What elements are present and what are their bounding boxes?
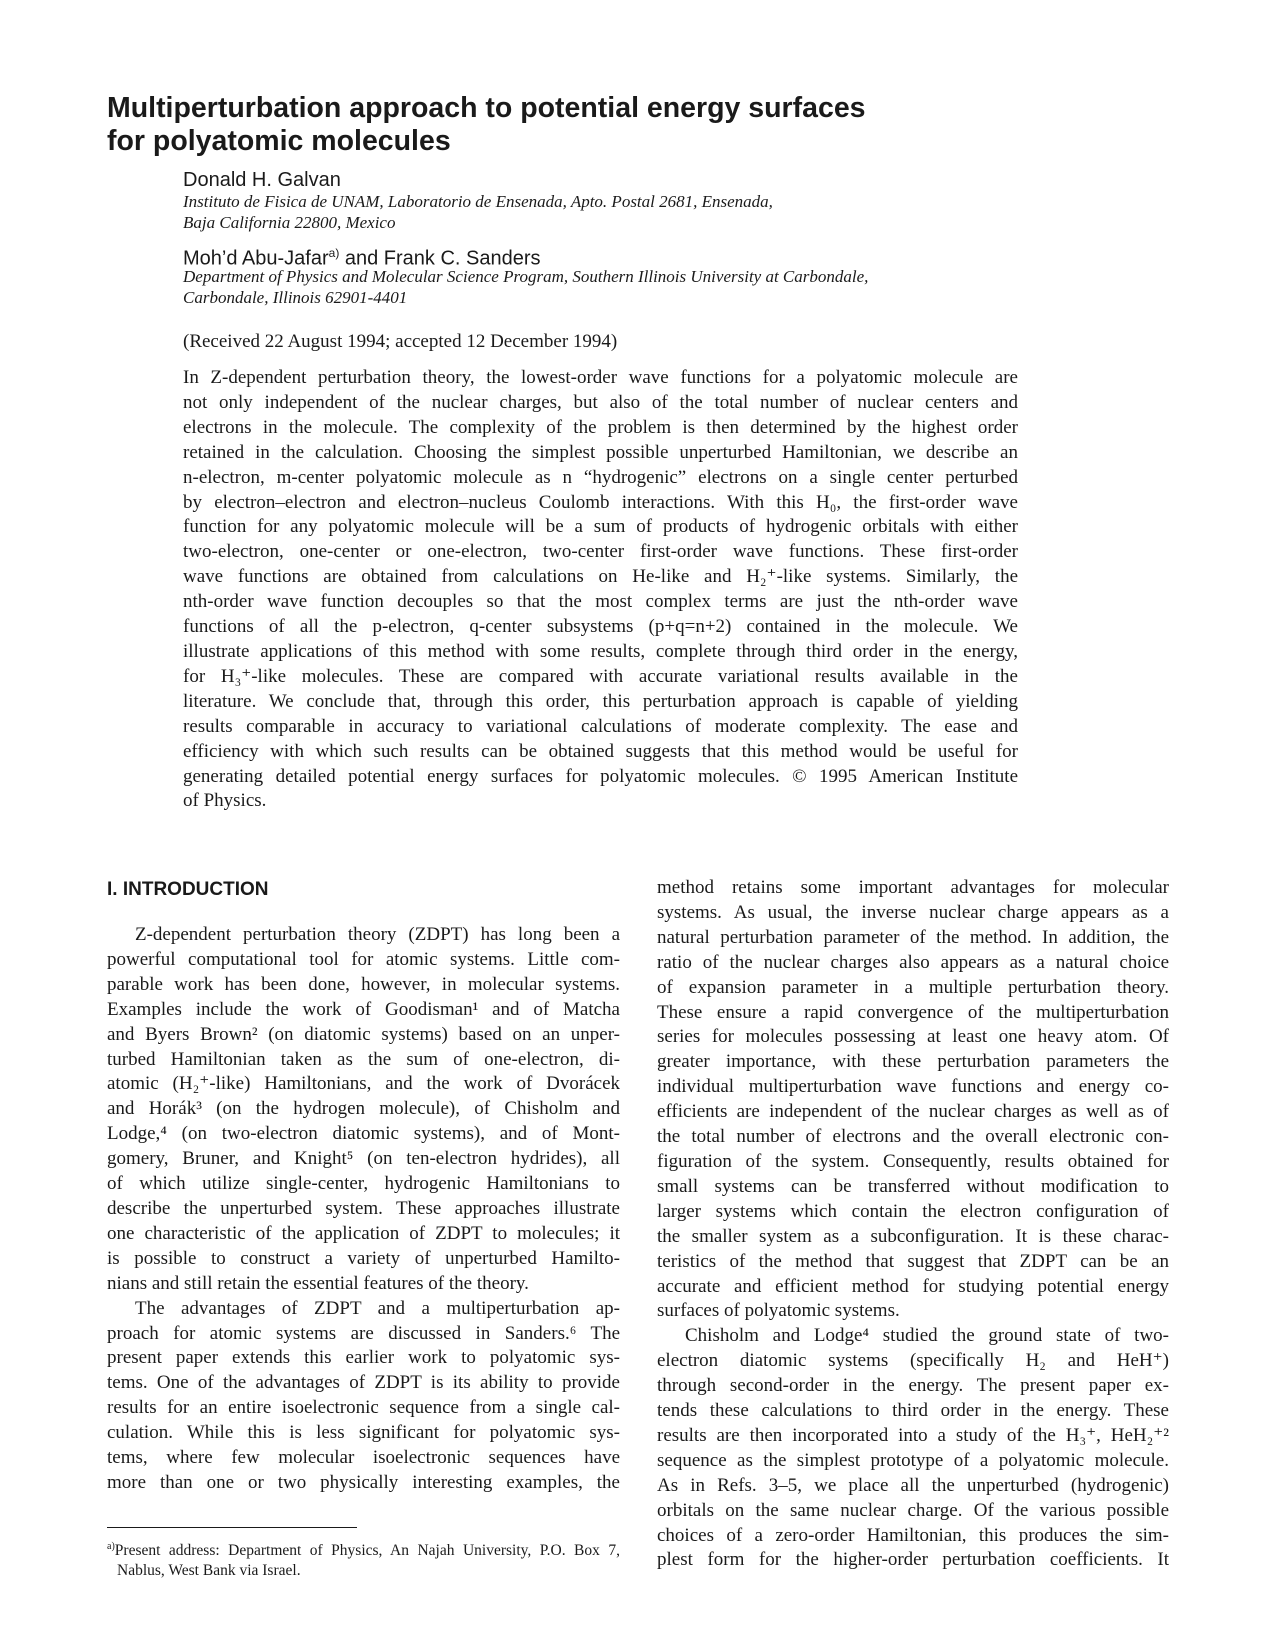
abstract-line: literature. We conclude that, through this order, this perturbation approach is capable of yielding xyxy=(183,690,1018,712)
abstract-line: results comparable in accuracy to variational calculations of moderate complexity. The ease and xyxy=(183,715,1018,737)
paper-title xyxy=(107,92,1007,158)
body-line: culation. While this is less significant for polyatomic sys- xyxy=(107,1422,620,1444)
body-line: choices of a zero-order Hamiltonian, this produces the sim- xyxy=(657,1524,1169,1546)
footnote-line-1 xyxy=(107,1537,620,1561)
abstract-line: functions of all the p-electron, q-center subsystems (p+q=n+2) contained in the molecule. We xyxy=(183,616,1018,638)
body-line: through second-order in the energy. The present paper ex- xyxy=(657,1375,1169,1397)
abstract xyxy=(183,366,1018,814)
body-line: nians and still retain the essential features of the theory. xyxy=(107,1272,529,1294)
body-line: and Byers Brown² (on diatomic systems) based on an unper- xyxy=(107,1023,620,1045)
body-line: describe the unperturbed system. These approaches illustrate xyxy=(107,1197,620,1219)
footnote-divider xyxy=(107,1527,357,1528)
body-line: series for molecules possessing at least one heavy atom. Of xyxy=(657,1026,1169,1048)
body-line: of expansion parameter in a multiple perturbation theory. xyxy=(657,976,1169,998)
abstract-line: electrons in the molecule. The complexity of the problem is then determined by the highest order xyxy=(183,416,1018,438)
abstract-line: n-electron, m-center polyatomic molecule as n “hydrogenic” electrons on a single center perturbed xyxy=(183,466,1018,488)
body-line: results are then incorporated into a study of the H₃⁺, HeH₂⁺² xyxy=(657,1424,1169,1446)
body-line: present paper extends this earlier work to polyatomic sys- xyxy=(107,1347,620,1369)
body-line: natural perturbation parameter of the method. In addition, the xyxy=(657,926,1169,948)
body-line: the smaller system as a subconfiguration. It is these charac- xyxy=(657,1225,1169,1247)
body-line: teristics of the method that suggest that ZDPT can be an xyxy=(657,1250,1169,1272)
body-line: plest form for the higher-order perturbation coefficients. It xyxy=(657,1549,1169,1571)
footnote-line-2: Nablus, West Bank via Israel. xyxy=(117,1562,301,1580)
abstract-line: efficiency with which such results can be obtained suggests that this method would be useful for xyxy=(183,740,1018,762)
abstract-line: function for any polyatomic molecule will be a sum of products of hydrogenic orbitals with either xyxy=(183,516,1018,538)
body-line: electron diatomic systems (specifically H₂ and HeH⁺) xyxy=(657,1350,1169,1372)
body-line: systems. As usual, the inverse nuclear charge appears as a xyxy=(657,901,1169,923)
abstract-line: not only independent of the nuclear charges, but also of the total number of nuclear centers and xyxy=(183,391,1018,413)
body-line: individual multiperturbation wave functions and energy co- xyxy=(657,1076,1169,1098)
body-line: proach for atomic systems are discussed in Sanders.⁶ The xyxy=(107,1322,620,1344)
body-line: tems. One of the advantages of ZDPT is its ability to provide xyxy=(107,1372,620,1394)
paper-title-line-1: Multiperturbation approach to potential energy surfaces xyxy=(107,92,866,124)
author-2-footnote-marker: a) xyxy=(328,246,340,260)
body-line: one characteristic of the application of ZDPT to molecules; it xyxy=(107,1222,620,1244)
body-line: ratio of the nuclear charges also appears as a natural choice xyxy=(657,951,1169,973)
body-line: results for an entire isoelectronic sequence from a single cal- xyxy=(107,1397,620,1419)
affiliation-line: Baja California 22800, Mexico xyxy=(183,213,396,232)
body-line: As in Refs. 3–5, we place all the unperturbed (hydrogenic) xyxy=(657,1474,1169,1496)
affiliation-line: Instituto de Fisica de UNAM, Laboratorio de Ensenada, Apto. Postal 2681, Ensenada, xyxy=(183,192,773,211)
section-heading: I. INTRODUCTION xyxy=(107,879,269,900)
body-line: surfaces of polyatomic systems. xyxy=(657,1300,900,1322)
abstract-line: retained in the calculation. Choosing the simplest possible unperturbed Hamiltonian, we describe an xyxy=(183,441,1018,463)
footnote-text-1: Present address: Department of Physics, An Najah University, P.O. Box 7, xyxy=(114,1542,620,1560)
body-line: sequence as the simplest prototype of a polyatomic molecule. xyxy=(657,1449,1169,1471)
body-line: Chisholm and Lodge⁴ studied the ground state of two- xyxy=(685,1325,1169,1347)
body-line: efficients are independent of the nuclear charges as well as of xyxy=(657,1101,1169,1123)
abstract-line: wave functions are obtained from calculations on He-like and H₂⁺-like systems. Similarly, the xyxy=(183,566,1018,588)
body-line: gomery, Bruner, and Knight⁵ (on ten-electron hydrides), all xyxy=(107,1148,620,1170)
author-2-name-part-1: Moh’d Abu-Jafar xyxy=(183,247,329,270)
body-line: Examples include the work of Goodisman¹ and of Matcha xyxy=(107,998,620,1020)
body-line: tends these calculations to third order in the energy. These xyxy=(657,1400,1169,1422)
body-line: figuration of the system. Consequently, results obtained for xyxy=(657,1150,1169,1172)
body-line: larger systems which contain the electron configuration of xyxy=(657,1200,1169,1222)
abstract-line: two-electron, one-center or one-electron, two-center first-order wave functions. These first-order xyxy=(183,541,1018,563)
author-1-name: Donald H. Galvan xyxy=(183,169,341,191)
abstract-line: by electron–electron and electron–nucleus Coulomb interactions. With this H₀, the first-order wave xyxy=(183,491,1018,513)
affiliation-line: Department of Physics and Molecular Science Program, Southern Illinois University at Carbondale, xyxy=(183,267,869,286)
received-date: (Received 22 August 1994; accepted 12 December 1994) xyxy=(183,331,618,352)
body-line: tems, where few molecular isoelectronic sequences have xyxy=(107,1447,620,1469)
paper-title-line-2: for polyatomic molecules xyxy=(107,125,451,157)
abstract-line: for H₃⁺-like molecules. These are compared with accurate variational results available in the xyxy=(183,665,1018,687)
abstract-line: nth-order wave function decouples so that the most complex terms are just the nth-order wave xyxy=(183,591,1018,613)
body-line: powerful computational tool for atomic systems. Little com- xyxy=(107,948,620,970)
body-line: more than one or two physically interesting examples, the xyxy=(107,1471,620,1493)
body-line: The advantages of ZDPT and a multiperturbation ap- xyxy=(135,1297,620,1319)
body-line: Lodge,⁴ (on two-electron diatomic systems), and of Mont- xyxy=(107,1123,620,1145)
body-line: and Horák³ (on the hydrogen molecule), of Chisholm and xyxy=(107,1098,620,1120)
body-line: accurate and efficient method for studying potential energy xyxy=(657,1275,1169,1297)
body-line: the total number of electrons and the overall electronic con- xyxy=(657,1126,1169,1148)
right-column xyxy=(657,876,1169,1573)
author-1-affiliation xyxy=(183,191,773,233)
body-line: atomic (H₂⁺-like) Hamiltonians, and the work of Dvorácek xyxy=(107,1073,620,1095)
abstract-line: generating detailed potential energy surfaces for polyatomic molecules. © 1995 American Institute xyxy=(183,765,1018,787)
body-line: turbed Hamiltonian taken as the sum of one-electron, di- xyxy=(107,1048,620,1070)
body-line: These ensure a rapid convergence of the multiperturbation xyxy=(657,1001,1169,1023)
body-line: of which utilize single-center, hydrogenic Hamiltonians to xyxy=(107,1173,620,1195)
author-2-name-part-2: and Frank C. Sanders xyxy=(339,247,541,270)
abstract-line: In Z-dependent perturbation theory, the lowest-order wave functions for a polyatomic molecule are xyxy=(183,367,1018,388)
body-line: is possible to construct a variety of unperturbed Hamilto- xyxy=(107,1247,620,1269)
body-line: orbitals on the same nuclear charge. Of the various possible xyxy=(657,1499,1169,1521)
abstract-line: of Physics. xyxy=(183,790,267,812)
body-line: small systems can be transferred without modification to xyxy=(657,1175,1169,1197)
body-line: parable work has been done, however, in molecular systems. xyxy=(107,973,620,995)
left-column xyxy=(107,923,620,1496)
body-line: method retains some important advantages for molecular xyxy=(657,877,1169,898)
body-line: greater importance, with these perturbation parameters the xyxy=(657,1051,1169,1073)
body-line: Z-dependent perturbation theory (ZDPT) has long been a xyxy=(135,924,620,945)
footnote-marker: a) xyxy=(107,1541,115,1552)
affiliation-line: Carbondale, Illinois 62901-4401 xyxy=(183,288,408,307)
footnote xyxy=(107,1537,620,1581)
author-2-affiliation xyxy=(183,266,868,308)
abstract-line: illustrate applications of this method with some results, complete through third order in the energy, xyxy=(183,640,1018,662)
